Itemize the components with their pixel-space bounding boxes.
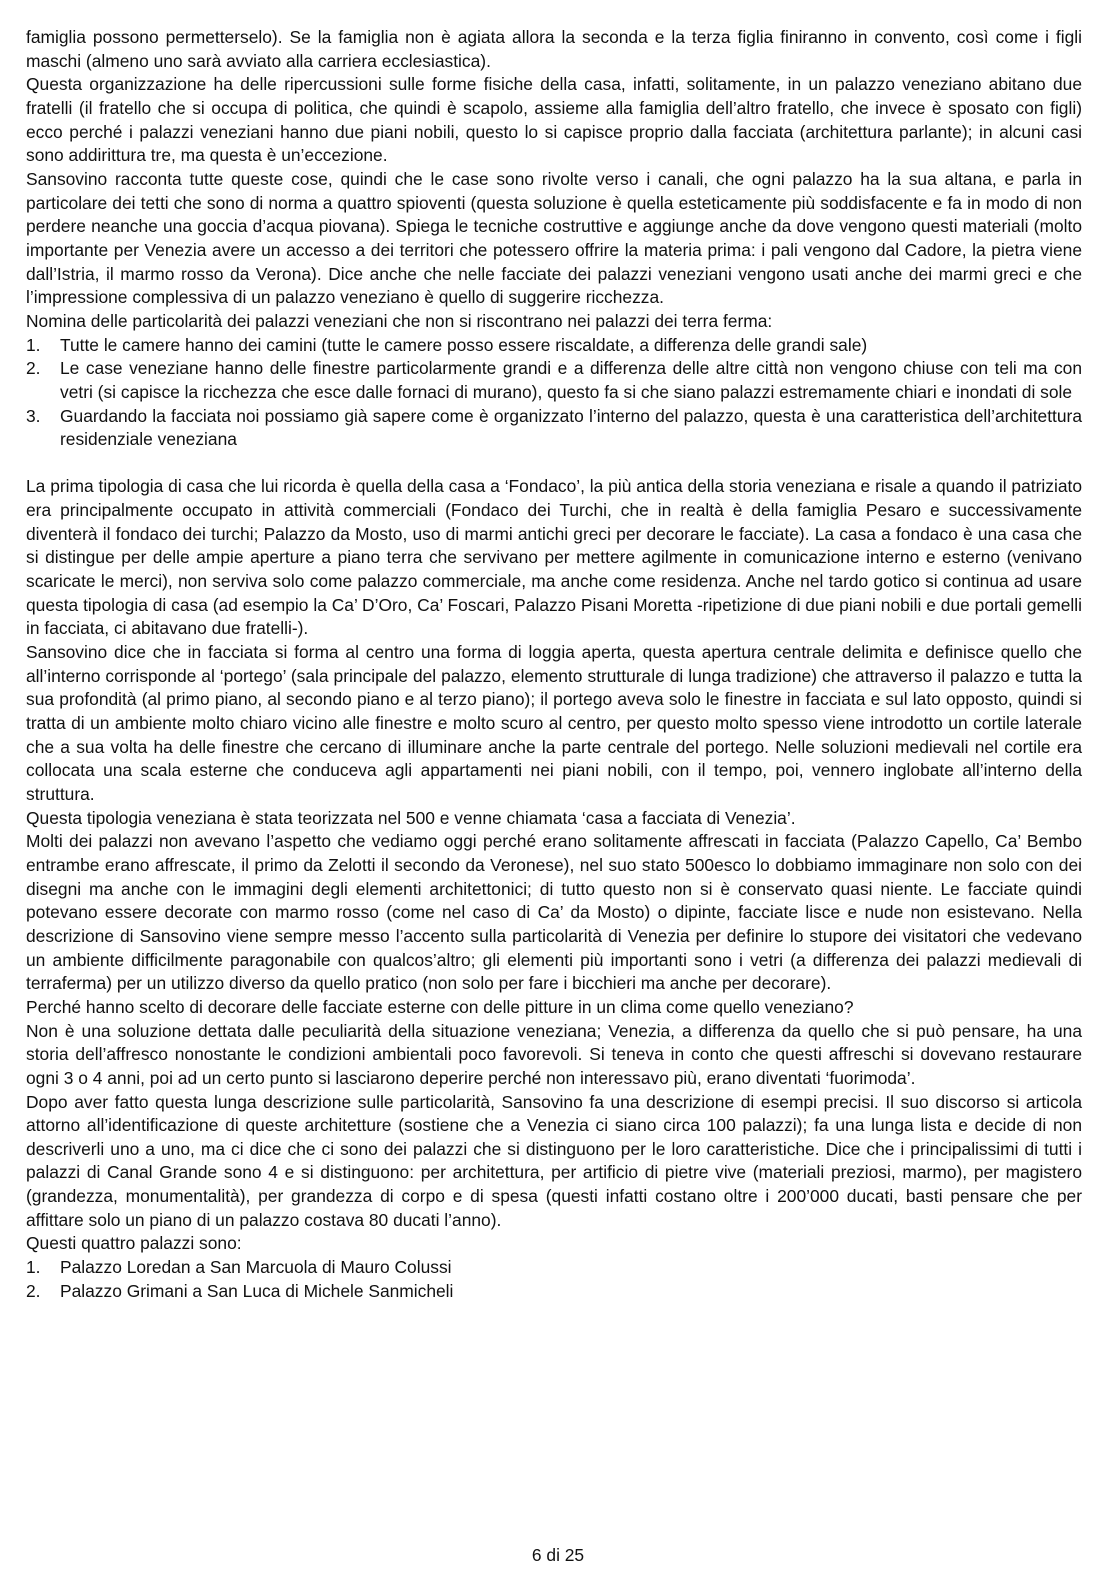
- list-number: 2.: [26, 1280, 41, 1301]
- list-item: [26, 334, 1082, 358]
- paragraph: Sansovino racconta tutte queste cose, quindi che le case sono rivolte verso i canali, che ogni palazzo ha la sua altana, e parla in particolare dei tetti che sono di norma a quattro spioventi (questa soluzione è quella esteticamente più soddisfacente e fa in modo di non perdere neanche una goccia d’acqua piovana). Spiega le tecniche costruttive e aggiunge anche da dove vengono questi materiali (molto importante per Venezia avere un accesso a dei territori che potessero offrire la materia prima: i pali vengono dal Cadore, la pietra viene dall’Istria, il marmo rosso da Verona). Dice anche che nelle facciate dei palazzi veneziani vengono usati anche dei marmi greci e che l’impressione complessiva di un palazzo veneziano è quello di suggerire ricchezza.: [26, 168, 1082, 308]
- list-number: 1.: [26, 1257, 41, 1278]
- list-item-text: Le case veneziane hanno delle finestre particolarmente grandi e a differenza delle altre città non vengono chiuse con teli ma con vetri (si capisce la ricchezza che esce dalle fornaci di murano), questo fa si che siano palazzi estremamente chiari e inondati di sole: [60, 358, 1082, 402]
- paragraph: Molti dei palazzi non avevano l’aspetto che vediamo oggi perché erano solitamente affrescati in facciata (Palazzo Capello, Ca’ Bembo entrambe erano affrescate, il primo da Zelotti il secondo da Veronese), nel suo stato 500esco lo dobbiamo immaginare non solo con dei disegni ma anche con le immagini degli elementi architettonici; di tutto questo non si è conservato quasi niente. Le facciate quindi potevano essere decorate con marmo rosso (come nel caso di Ca’ da Mosto) o dipinte, facciate lisce e nude non esistevano. Nella descrizione di Sansovino viene sempre messo l’accento sulla particolarità di Venezia per definire lo stupore dei visitatori che vedevano un ambiente difficilmente paragonabile con qualcos’altro; gli elementi più importanti sono i vetri (a differenza dei palazzi medievali di terraferma) per un utilizzo diverso da quello pratico (non solo per fare i bicchieri ma anche per decorare).: [26, 831, 1082, 994]
- document-page: [26, 26, 1082, 1303]
- list-item-text: Guardando la facciata noi possiamo già sapere come è organizzato l’interno del palazzo, questa è una caratteristica dell’architettura residenziale veneziana: [60, 405, 1082, 450]
- list-item: [26, 405, 1082, 452]
- paragraph: Nomina delle particolarità dei palazzi veneziani che non si riscontrano nei palazzi dei terra ferma:: [26, 310, 773, 331]
- paragraph: Questa organizzazione ha delle ripercussioni sulle forme fisiche della casa, infatti, solitamente, in un palazzo veneziano abitano due fratelli (il fratello che si occupa di politica, che quindi è scapolo, assieme alla famiglia dell’altro fratello, che invece è sposato con figli) ecco perché i palazzi veneziani hanno due piani nobili, questo lo si capisce proprio dalla facciata (architettura parlante); in alcuni casi sono addirittura tre, ma questa è un’eccezione.: [26, 74, 1082, 166]
- list-item: [26, 357, 1082, 404]
- paragraph: Sansovino dice che in facciata si forma al centro una forma di loggia aperta, questa apertura centrale delimita e definisce quello che all’interno corrisponde al ‘portego’ (sala principale del palazzo, elemento strutturale di lunga tradizione) che attraverso il palazzo e tutta la sua profondità (al primo piano, al secondo piano e al terzo piano); il portego aveva solo le finestre in facciata e sul lato opposto, quindi si tratta di un ambiente molto chiaro vicino alle finestre e molto scuro al centro, per questo molto spesso viene introdotto un cortile laterale che a sua volta ha delle finestre che cercano di illuminare anche la parte centrale del portego. Nelle soluzioni medievali nel cortile era collocata una scala esterne che conduceva agli appartamenti nei piani nobili, con il tempo, poi, vennero inglobate all’interno della struttura.: [26, 642, 1082, 804]
- features-list: [26, 334, 1082, 452]
- list-item-text: Tutte le camere hanno dei camini (tutte le camere posso essere riscaldate, a differenza delle grandi sale): [60, 334, 868, 355]
- paragraph: Non è una soluzione dettata dalle peculiarità della situazione veneziana; Venezia, a differenza da quello che si può pensare, ha una storia dell’affresco nonostante le condizioni ambientali poco favorevoli. Si teneva in conto che questi affreschi si dovevano restaurare ogni 3 o 4 anni, poi ad un certo punto si lasciarono deperire perché non interessavo più, erano diventati ‘fuorimoda’.: [26, 1020, 1082, 1088]
- blank-line: [26, 452, 1082, 476]
- paragraph: Questi quattro palazzi sono:: [26, 1233, 242, 1254]
- list-number: 3.: [26, 405, 41, 426]
- list-number: 1.: [26, 334, 41, 355]
- paragraph: La prima tipologia di casa che lui ricorda è quella della casa a ‘Fondaco’, la più antica della storia veneziana e risale a quando il patriziato era principalmente occupato in attività commerciali (Fondaco dei Turchi, che in realtà è della famiglia Pesaro e successivamente diventerà il fondaco dei turchi; Palazzo da Mosto, uso di marmi antichi greci per decorare le facciate). La casa a fondaco è una casa che si distingue per delle ampie aperture a piano terra che servivano per mettere agilmente in comunicazione interno e esterno (venivano scaricate le merci), non serviva solo come palazzo commerciale, ma anche come residenza. Anche nel tardo gotico si continua ad usare questa tipologia di casa (ad esempio la Ca’ D’Oro, Ca’ Foscari, Palazzo Pisani Moretta -ripetizione di due piani nobili e due portali gemelli in facciata, ci abitavano due fratelli-).: [26, 476, 1082, 639]
- page-number: 6 di 25: [531, 1545, 585, 1565]
- palaces-list: [26, 1256, 1082, 1303]
- paragraph: Questa tipologia veneziana è stata teorizzata nel 500 e venne chiamata ‘casa a facciata di Venezia’.: [26, 807, 796, 828]
- paragraph: Dopo aver fatto questa lunga descrizione sulle particolarità, Sansovino fa una descrizione di esempi precisi. Il suo discorso si articola attorno all’identificazione di queste architetture (sostiene che a Venezia ci siano circa 100 palazzi); fa una lunga lista e decide di non descriverli uno a uno, ma ci dice che ci sono dei palazzi che si distinguono per le loro caratteristiche. Dice che i principalissimi di tutti i palazzi di Canal Grande sono 4 e si distinguono: per architettura, per artificio di pietre vive (materiali preziosi, marmo), per magistero (grandezza, monumentalità), per grandezza di corpo e di spesa (questi infatti costano oltre i 200’000 ducati, basti pensare che per affittare solo un piano di un palazzo costava 80 ducati l’anno).: [26, 1091, 1082, 1230]
- list-item-text: Palazzo Loredan a San Marcuola di Mauro Colussi: [60, 1257, 452, 1278]
- list-item: [26, 1256, 1082, 1280]
- list-item: [26, 1280, 1082, 1304]
- paragraph: famiglia possono permetterselo). Se la famiglia non è agiata allora la seconda e la terza figlia finiranno in convento, così come i figli maschi (almeno uno sarà avviato alla carriera ecclesiastica).: [26, 27, 1082, 71]
- paragraph: Perché hanno scelto di decorare delle facciate esterne con delle pitture in un clima come quello veneziano?: [26, 996, 854, 1017]
- list-item-text: Palazzo Grimani a San Luca di Michele Sanmicheli: [60, 1280, 454, 1301]
- list-number: 2.: [26, 358, 41, 379]
